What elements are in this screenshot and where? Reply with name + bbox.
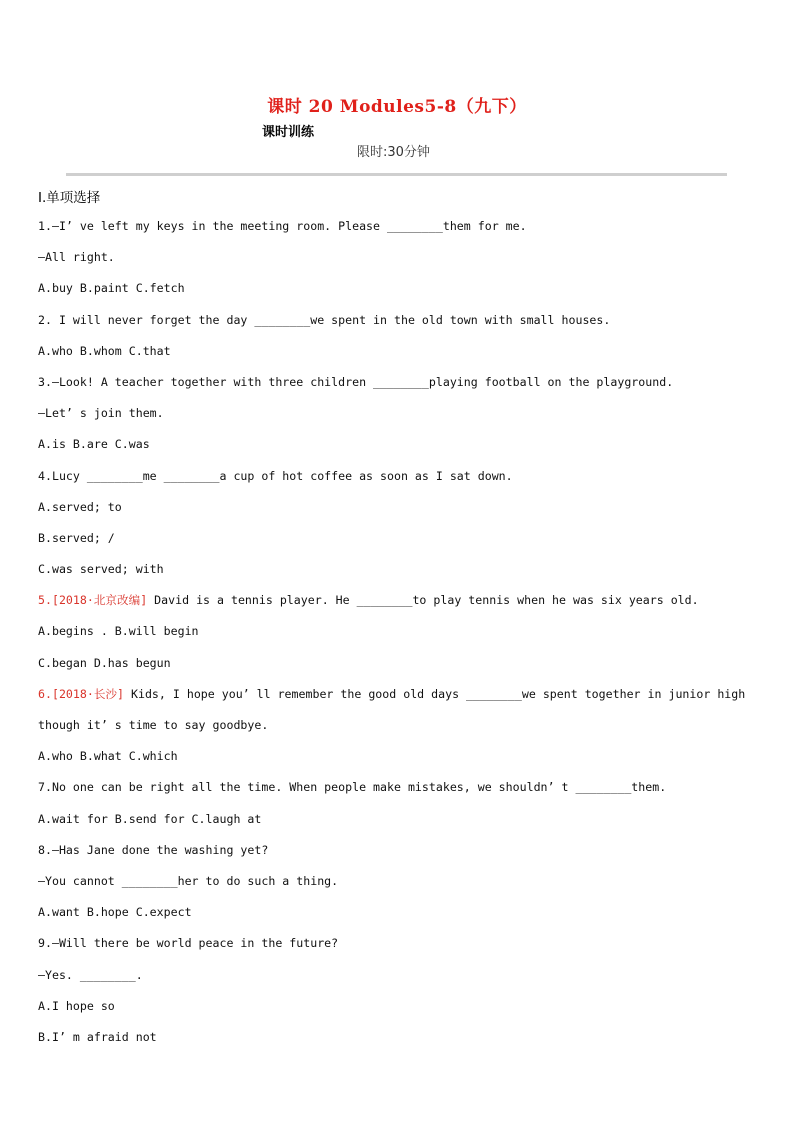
page-subtitle: 课时训练 (262, 125, 315, 140)
question-line: though it’ s time to say goodbye. (38, 718, 269, 732)
question-line: A.who B.whom C.that (38, 343, 171, 358)
question-line: 3.—Look! A teacher together with three children ________playing football on the playground. (38, 374, 674, 389)
question-line: B.served; / (38, 530, 115, 545)
question-line: —Let’ s join them. (38, 406, 164, 421)
question-line: A.want B.hope C.expect (38, 905, 192, 920)
question-line: —You cannot ________her to do such a thing. (38, 873, 339, 888)
page-title: 课时 20 Modules5-8（九下） (267, 97, 527, 117)
question-line: 4.Lucy ________me ________a cup of hot coffee as soon as I sat down. (38, 468, 513, 483)
question-line: 5.[2018·北京改编] David is a tennis player. He ________to play tennis when he was six years old. (38, 593, 699, 608)
question-line: 2. I will never forget the day ________we spent in the old town with small houses. (38, 312, 611, 327)
question-source-tag: 6.[2018·长沙] (38, 686, 125, 701)
question-line: 1.—I’ ve left my keys in the meeting room. Please ________them for me. (38, 219, 527, 233)
question-line: 7.No one can be right all the time. When people make mistakes, we shouldn’ t ________them. (38, 780, 667, 795)
question-line: C.began D.has begun (38, 655, 171, 670)
question-line: 6.[2018·长沙] Kids, I hope you’ ll remember the good old days ________we spent together in junior high (38, 686, 746, 701)
question-line: A.who B.what C.which (38, 749, 178, 764)
section-title: Ⅰ.单项选择 (38, 190, 101, 206)
question-line: A.begins . B.will begin (38, 624, 199, 639)
question-line: A.served; to (38, 499, 122, 514)
question-line: A.wait for B.send for C.laugh at (38, 811, 262, 826)
question-line: 8.—Has Jane done the washing yet? (38, 842, 269, 857)
header-divider (66, 173, 727, 176)
question-source-tag: 5.[2018·北京改编] (38, 593, 148, 608)
question-line: 9.—Will there be world peace in the future? (38, 936, 339, 951)
question-line: —All right. (38, 250, 115, 265)
question-line: A.is B.are C.was (38, 437, 150, 452)
question-line: C.was served; with (38, 562, 164, 577)
time-limit: 限时:30分钟 (357, 145, 430, 160)
question-line: B.I’ m afraid not (38, 1029, 157, 1044)
question-line: A.buy B.paint C.fetch (38, 281, 185, 296)
question-list (38, 217, 768, 1059)
question-line: —Yes. ________. (38, 967, 143, 982)
question-line: A.I hope so (38, 998, 115, 1013)
